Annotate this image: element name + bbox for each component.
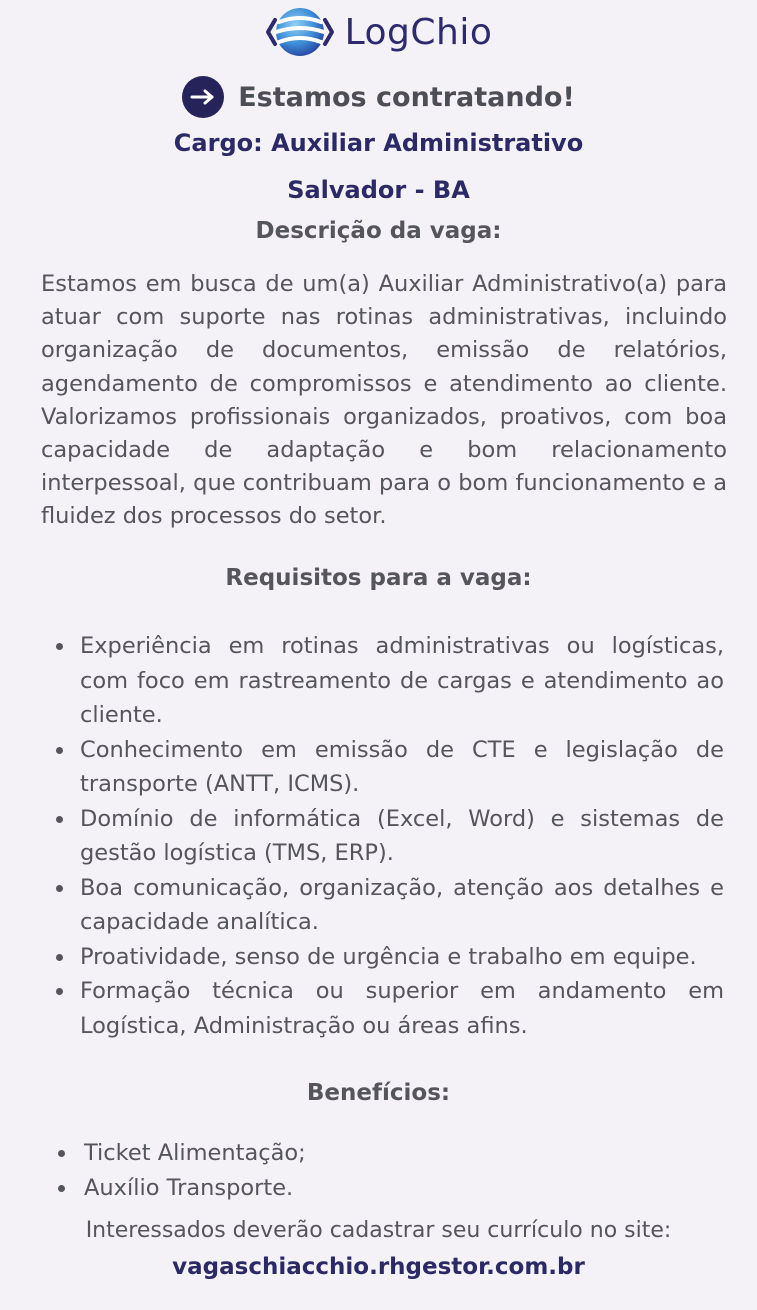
list-item: Formação técnica ou superior em andamento em Logística, Administração ou áreas afins. — [42, 974, 724, 1043]
globe-chevrons-icon — [265, 2, 335, 62]
description-text: Estamos em busca de um(a) Auxiliar Administrativo(a) para atuar com suporte nas rotinas administrativas, incluindo organização de documentos, emissão de relatórios, agendamento de compromissos e atendimento ao cliente. Valorizamos profissionais organizados, proativos, com boa capacidade de adaptação e bom relacionamento interpessoal, que contribuam para o bom funcionamento e a fluidez dos processos do setor. — [41, 271, 727, 530]
list-item: Auxílio Transporte. — [42, 1171, 642, 1206]
logo — [0, 0, 757, 64]
application-instruction: Interessados deverão cadastrar seu currículo no site: — [85, 1218, 672, 1243]
list-item: Proatividade, senso de urgência e trabalho em equipe. — [42, 940, 724, 975]
arrow-right-icon — [182, 76, 224, 118]
brand-name: LogChio — [344, 11, 493, 53]
list-item: Ticket Alimentação; — [42, 1136, 642, 1171]
description-heading: Descrição da vaga: — [255, 218, 502, 244]
benefits-heading: Benefícios: — [306, 1080, 451, 1106]
requirements-list — [42, 629, 724, 1043]
list-item: Conhecimento em emissão de CTE e legislação de transporte (ANTT, ICMS). — [42, 733, 724, 802]
list-item: Domínio de informática (Excel, Word) e sistemas de gestão logística (TMS, ERP). — [42, 802, 724, 871]
application-site-link[interactable]: vagaschiacchio.rhgestor.com.br — [172, 1254, 585, 1280]
job-location: Salvador - BA — [287, 176, 470, 204]
hiring-banner — [0, 76, 757, 118]
hiring-text: Estamos contratando! — [238, 81, 575, 113]
job-title: Cargo: Auxiliar Administrativo — [173, 129, 584, 157]
requirements-heading: Requisitos para a vaga: — [225, 565, 532, 591]
list-item: Boa comunicação, organização, atenção aos detalhes e capacidade analítica. — [42, 871, 724, 940]
benefits-list — [42, 1136, 642, 1206]
list-item: Experiência em rotinas administrativas ou logísticas, com foco em rastreamento de cargas e atendimento ao cliente. — [42, 629, 724, 733]
